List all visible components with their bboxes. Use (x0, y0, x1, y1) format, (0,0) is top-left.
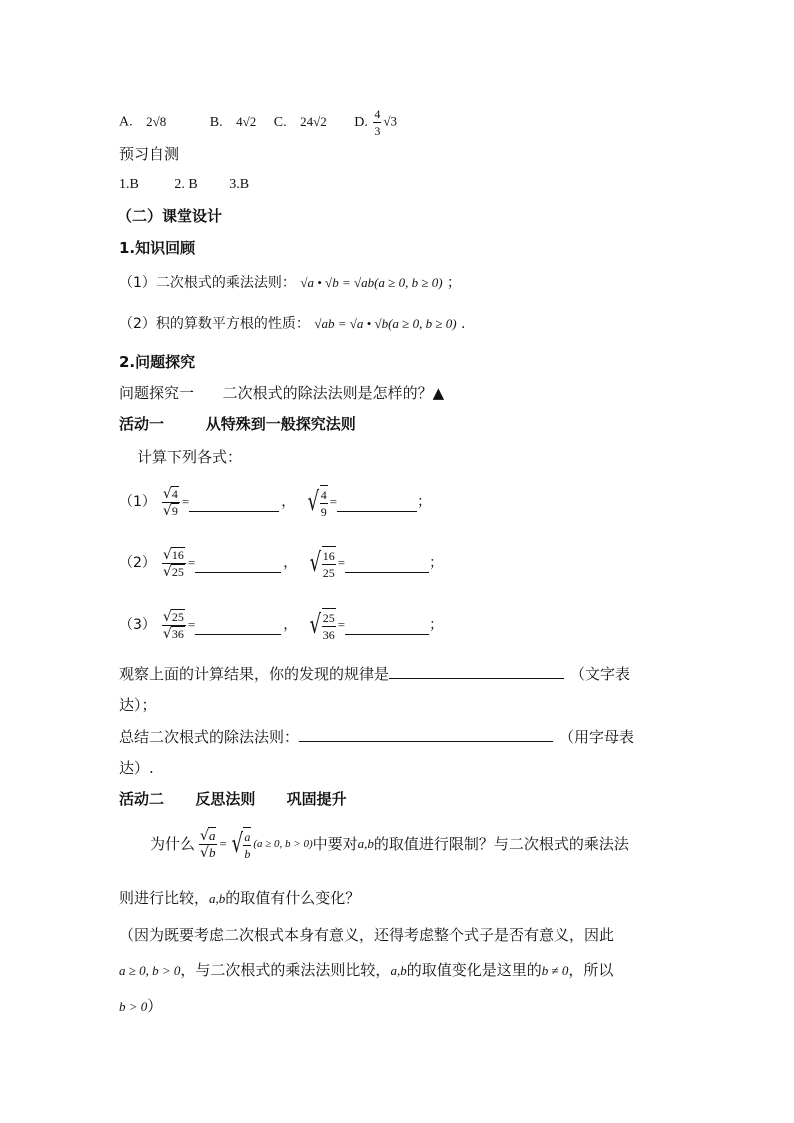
rule-2-formula: √ab = √a • √b(a ≥ 0, b ≥ 0) (314, 316, 457, 331)
choice-b-value: 4√2 (236, 113, 257, 129)
answer-line2-c: ，所以 (568, 961, 614, 979)
answer-blank-2b[interactable] (345, 571, 429, 573)
answer-blank-3b[interactable] (345, 633, 429, 635)
choices-row (119, 106, 397, 139)
section-heading-classroom: （二）课堂设计 (117, 207, 223, 225)
summary-line (119, 727, 634, 747)
answer-blank-1a[interactable] (189, 510, 279, 512)
answer-1: 1.B (119, 177, 139, 192)
question-prefix: 为什么 (150, 835, 196, 853)
question-suffix: 的取值进行限制？与二次根式的乘法法 (373, 835, 629, 853)
division-rule-left: $\frac{√a}{√b}$ (200, 827, 216, 861)
comma: ， (283, 617, 298, 633)
rule-2-end: . (460, 316, 466, 332)
answer-blank-2a[interactable] (195, 571, 281, 573)
activity-2-heading: 活动二 反思法则 巩固提升 (119, 790, 347, 808)
summary-prefix: 总结二次根式的除法法则： (119, 728, 300, 746)
equals-sign: = (187, 617, 196, 632)
answer-2: 2. B (174, 177, 198, 192)
choice-c-label: C. (273, 114, 287, 130)
equals-sign: = (181, 494, 190, 509)
answer-condition-2: b ≠ 0 (541, 963, 569, 978)
fraction-3-num: 25 (322, 610, 335, 625)
answer-line2-b: 的取值变化是这里的 (406, 961, 542, 979)
rule-1-end: ； (446, 275, 461, 291)
semicolon: ； (417, 494, 432, 510)
question-mid: 中要对 (312, 835, 358, 853)
equals-sign: = (337, 555, 346, 570)
calc-item-1 (119, 482, 431, 522)
rule-1-formula: √a • √b = √ab(a ≥ 0, b ≥ 0) (300, 275, 443, 290)
answer-3: 3.B (229, 177, 250, 192)
question-line2-end: 的取值有什么变化？ (225, 889, 361, 907)
sqrt-quotient-2: $\frac{√16}{√25}$ (162, 546, 184, 580)
choice-d-denominator: 3 (374, 124, 381, 138)
observe-line (119, 664, 630, 684)
sqrt-quotient-3-num: 25 (171, 609, 184, 624)
sqrt-quotient-1-den: 9 (171, 503, 178, 518)
calc-instruction: 计算下列各式： (137, 448, 243, 466)
preview-heading: 预习自测 (119, 145, 180, 163)
answer-condition-1: a ≥ 0, b > 0 (119, 963, 181, 978)
answer-line-3 (119, 996, 162, 1017)
equals-sign: = (187, 555, 196, 570)
answer-line2-a: ，与二次根式的乘法法则比较， (180, 961, 391, 979)
sqrt-quotient-2-num: 16 (171, 547, 184, 562)
answer-line-1: （因为既要考虑二次根式本身有意义，还得考虑整个式子是否有意义，因此 (119, 926, 615, 944)
preview-answers (119, 175, 249, 195)
activity-2-question-line-2 (119, 888, 360, 909)
calc-item-1-label: （1） (119, 494, 156, 510)
summary-blank[interactable] (299, 740, 553, 742)
problem-explore-heading: 2.问题探究 (119, 353, 196, 371)
equals-sign: = (219, 836, 227, 851)
sqrt-of-fraction-1: √ $\frac{4}{9}$ (307, 486, 327, 519)
fraction-2-den: 25 (322, 565, 335, 580)
question-vars: a,b (357, 836, 374, 851)
division-rule-right: √ $\frac{a}{b}$ (231, 828, 251, 861)
calc-item-2-label: （2） (119, 555, 156, 571)
rule-1-label: （1）二次根式的乘法法则： (119, 275, 296, 291)
semicolon: ； (429, 617, 444, 633)
choice-c-value: 24√2 (300, 113, 327, 129)
choice-a-value: 2√8 (146, 113, 167, 129)
choice-d-numerator: 4 (374, 107, 381, 121)
comma: ， (283, 555, 298, 571)
sqrt-quotient-3: $\frac{√25}{√36}$ (162, 608, 184, 642)
sqrt-of-fraction-3: √ $\frac{25}{36}$ (309, 609, 335, 642)
fraction-3-den: 36 (322, 627, 335, 642)
sqrt-quotient-1-num: 4 (171, 486, 178, 501)
comma: ， (281, 494, 296, 510)
observe-prefix: 观察上面的计算结果，你的发现的规律是 (119, 665, 390, 683)
equals-sign: = (329, 494, 338, 509)
observe-line-2: 达）； (119, 696, 157, 714)
summary-line-2: 达）. (119, 759, 154, 777)
knowledge-review-heading: 1.知识回顾 (119, 239, 196, 257)
observe-suffix: （文字表 (570, 665, 631, 683)
rule-1 (119, 273, 461, 293)
fraction-1-num: 4 (320, 487, 327, 502)
semicolon: ； (429, 555, 444, 571)
observe-blank[interactable] (389, 677, 564, 679)
calc-item-3 (119, 605, 443, 645)
explore-question: 问题探究一 二次根式的除法法则是怎样的？▲ (119, 384, 445, 402)
equals-sign: = (337, 617, 346, 632)
answer-vars: a,b (390, 963, 407, 978)
sqrt-quotient-3-den: 36 (171, 626, 184, 641)
rule-2-label: （2）积的算数平方根的性质： (119, 316, 310, 332)
question-vars-2: a,b (209, 891, 226, 906)
answer-condition-3: b > 0 (119, 999, 148, 1014)
choice-b-label: B. (209, 114, 223, 130)
calc-item-3-label: （3） (119, 617, 156, 633)
choice-d-fraction (373, 106, 381, 139)
question-line2-start: 则进行比较， (119, 889, 210, 907)
choice-a-label: A. (119, 114, 133, 130)
fraction-2-num: 16 (322, 548, 335, 563)
sqrt-quotient-2-den: 25 (171, 564, 184, 579)
sqrt-of-fraction-2: √ $\frac{16}{25}$ (309, 547, 335, 580)
fraction-1-den: 9 (320, 504, 327, 519)
division-rule-condition: (a ≥ 0, b > 0) (253, 838, 313, 850)
answer-blank-1b[interactable] (337, 510, 417, 512)
answer-line-2 (119, 960, 613, 981)
rule-2 (119, 314, 465, 334)
answer-blank-3a[interactable] (195, 633, 281, 635)
choice-d-value: √3 (383, 113, 397, 129)
answer-close-paren: ） (147, 997, 163, 1015)
activity-1-heading: 活动一 从特殊到一般探究法则 (119, 415, 356, 433)
calc-item-2 (119, 543, 443, 583)
summary-suffix: （用字母表 (559, 728, 635, 746)
choice-d-label: D. (354, 114, 368, 130)
sqrt-quotient-1: $\frac{√4}{√9}$ (162, 485, 178, 519)
activity-2-question (150, 822, 629, 866)
